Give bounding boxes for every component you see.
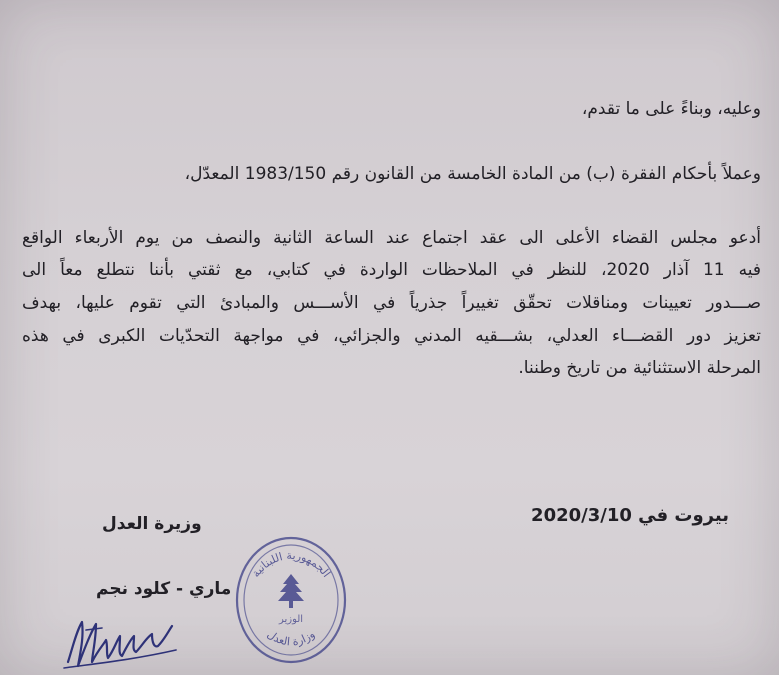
- cedar-tree-icon: [278, 574, 304, 608]
- paragraph-opening: وعليه، وبناءً على ما تقدم،: [581, 99, 761, 119]
- body-line-5: المرحلة الاستثنائية من تاريخ وطننا.: [518, 358, 761, 378]
- svg-text:الجمهورية اللبنانية: الجمهورية اللبنانية: [249, 548, 334, 580]
- svg-text:وزارة العدل: وزارة العدل: [264, 627, 318, 649]
- minister-title: وزيرة العدل: [102, 514, 202, 534]
- handwritten-signature: [62, 610, 182, 672]
- place-and-date: بيروت في 2020/3/10: [531, 505, 729, 526]
- paragraph-legal-basis: وعملاً بأحكام الفقرة (ب) من المادة الخامسة من القانون رقم 1983/150 المعدّل،: [184, 164, 761, 184]
- minister-name: ماري - كلود نجم: [96, 579, 232, 599]
- body-line-2: فيه 11 آذار 2020، للنظر في الملاحظات الواردة في كتابي، مع ثقتي بأننا نتطلع معاً الى: [22, 260, 761, 280]
- body-line-4: تعزيز دور القضـــاء العدلي، بشـــقيه المدني والجزائي، في مواجهة التحدّيات الكبرى في هذه: [22, 326, 761, 346]
- body-line-3: صـــدور تعيينات ومناقلات تحقّق تغييراً جذرياً في الأســـس والمبادئ التي تقوم عليها، بهدف: [22, 293, 761, 313]
- ministry-stamp-seal: [232, 530, 350, 665]
- body-line-1: أدعو مجلس القضاء الأعلى الى عقد اجتماع عند الساعة الثانية والنصف من يوم الأربعاء الواقع: [22, 228, 761, 248]
- svg-text:الوزير: الوزير: [278, 614, 304, 625]
